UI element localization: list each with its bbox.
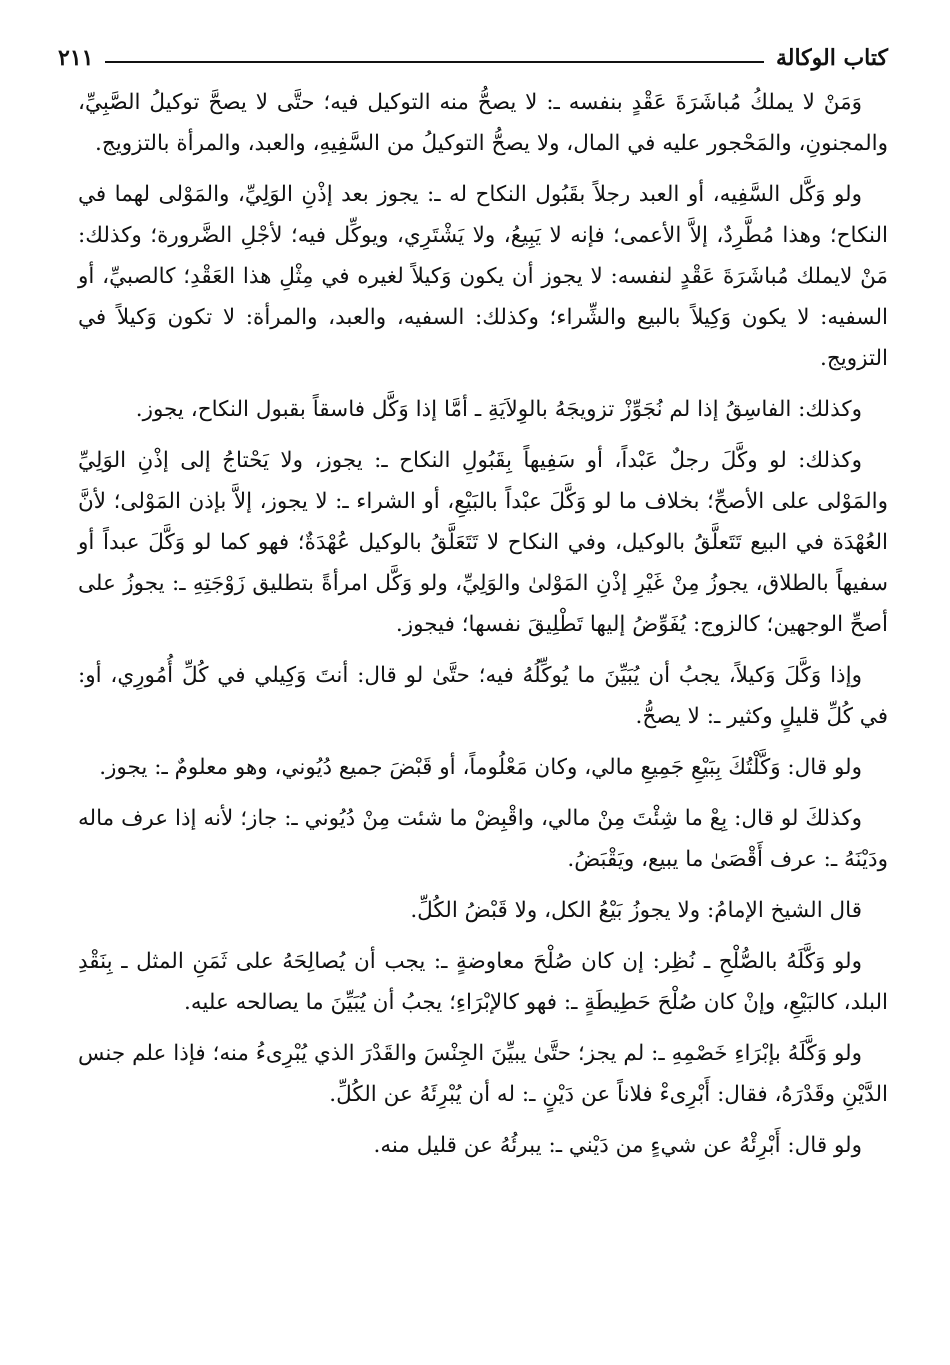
header-rule [105,61,764,63]
paragraph: وإذا وَكَّلَ وَكيلاً، يجبُ أن يُبَيِّنَ ما يُوكِّلُهُ فيه؛ حتَّىٰ لو قال: أنتَ وَكِيلي في كُلِّ أُمُورِي، أو: في كُلِّ قليلٍ وكثير ـ: لا يصحُّ. [78,663,888,729]
paragraph: ولو قال: وَكَّلْتُكَ بِبَيْعِ جَمِيعِ مالي، وكان مَعْلُوماً، أو قَبْضَ جميع دُيُوني، وهو معلومٌ ـ: يجوز. [99,755,862,780]
paragraph: وكذلك: لو وكَّلَ رجلٌ عَبْداً، أو سَفِيهاً بِقَبُولِ النكاح ـ: يجوز، ولا يَحْتاجُ إلى إذْنِ الوَلِيِّ والمَوْلى على الأصحِّ؛ بخلاف ما لو وَكَّلَ عبْداً بالبَيْعِ، أو الشراء ـ: لا يجوز، إلاَّ بإذن المَوْلى؛ لأنَّ العُهْدَة في البيع تَتَعلَّقُ بالوكيل، وفي النكاح لا تَتَعَلَّقُ بالوكيل عُهْدَةٌ؛ فهو كما لو وَكَّلَ عبداً أو سفيهاً بالطلاق، يجوزُ مِنْ غَيْرِ إذْنِ المَوْلىٰ والوَلِيِّ، ولو وَكَّل امرأةً بتطليق زَوْجَتِهِ ـ: يجوزُ على أصحِّ الوجهين؛ كالزوج: يُفَوِّضُ إليها تَطْلِيقَ نفسها؛ فيجوز. [78,448,888,637]
paragraph: قال الشيخ الإمامُ: ولا يجوزُ بَيْعُ الكل، ولا قَبْضُ الكُلِّ. [410,898,862,923]
paragraph: وكذلكَ لو قال: بِعْ ما شِئْتَ مِنْ مالي، واقْبِضْ ما شئت مِنْ دُيُوني ـ: جاز؛ لأنه إذا عرف ماله ودَيْنَهُ ـ: عرف أَقْصَىٰ ما يبيع، ويَقْبَضُ. [78,806,888,872]
page-number: ٢١١ [58,45,94,71]
paragraph: ولو وَكَّل السَّفِيه، أو العبد رجلاً بقَبُول النكاح له ـ: يجوز بعد إذْنِ الوَلِيِّ، والمَوْلى لهما في النكاح؛ وهذا مُطَّرِدٌ، إلاَّ الأعمى؛ فإنه لا يَبِيعُ، ولا يَشْتَرِي، ويوكِّل فيه؛ لأجْلِ الضَّرورة؛ وكذلك: مَنْ لايملك مُباشَرَةَ عَقْدٍ لنفسه: لا يجوز أن يكون وَكيلاً لغيره في مِثْلِ هذا العَقْدِ؛ كالصبيِّ، أو السفيه: لا يكون وَكِيلاً بالبيع والشِّراء؛ وكذلك: السفيه، والعبد، والمرأة: لا تكون وَكيلاً في التزويج. [78,182,888,371]
page-body [78,82,888,1176]
paragraph: ولو وَكَّلَهُ بالصُّلْحِ ـ نُظِر: إن كان صُلْحَ معاوضةٍ ـ: يجب أن يُصالِحَهُ على ثَمَنِ المثل ـ بِنَقْدِ البلد، كالبَيْعِ، وإنْ كان صُلْحَ حَطِيطَةٍ ـ: فهو كالإبْرَاءِ؛ يجبُ أن يُبَيِّنَ ما يصالحه عليه. [78,949,888,1015]
running-header [58,40,888,76]
paragraph: وَمَنْ لا يملكُ مُباشَرَةَ عَقْدٍ بنفسه ـ: لا يصحُّ منه التوكيل فيه؛ حتَّى لا يصحَّ توكيلُ الصَّبِيِّ، والمجنونِ، والمَحْجور عليه في المال، ولا يصحُّ التوكيلُ من السَّفِيهِ، والعبد، والمرأة بالتزويج. [78,90,888,156]
paragraph: وكذلك: الفاسِقُ إذا لم نُجَوِّزْ تزويجَهُ بالوِلاَيَةِ ـ أمَّا إذا وَكَّل فاسقاً بقبول النكاح، يجوز. [135,397,862,422]
chapter-title: كتاب الوكالة [775,45,888,71]
paragraph: ولو وَكَّلَهُ بإبْرَاءِ خَصْمِهِ ـ: لم يجز؛ حتَّىٰ يبيِّنَ الجِنْسَ والقَدْرَ الذي يُبْرِىءُ منه؛ فإذا علم جنس الدَّيْنِ وقَدْرَهُ، فقال: أَبْرِىءْ فلاناً عن دَيْنٍ ـ: له أن يُبْرِئَهُ عن الكُلِّ. [78,1041,888,1107]
paragraph: ولو قال: أَبْرِئْهُ عن شيءٍ من دَيْني ـ: يبرئُهُ عن قليل منه. [373,1133,862,1158]
